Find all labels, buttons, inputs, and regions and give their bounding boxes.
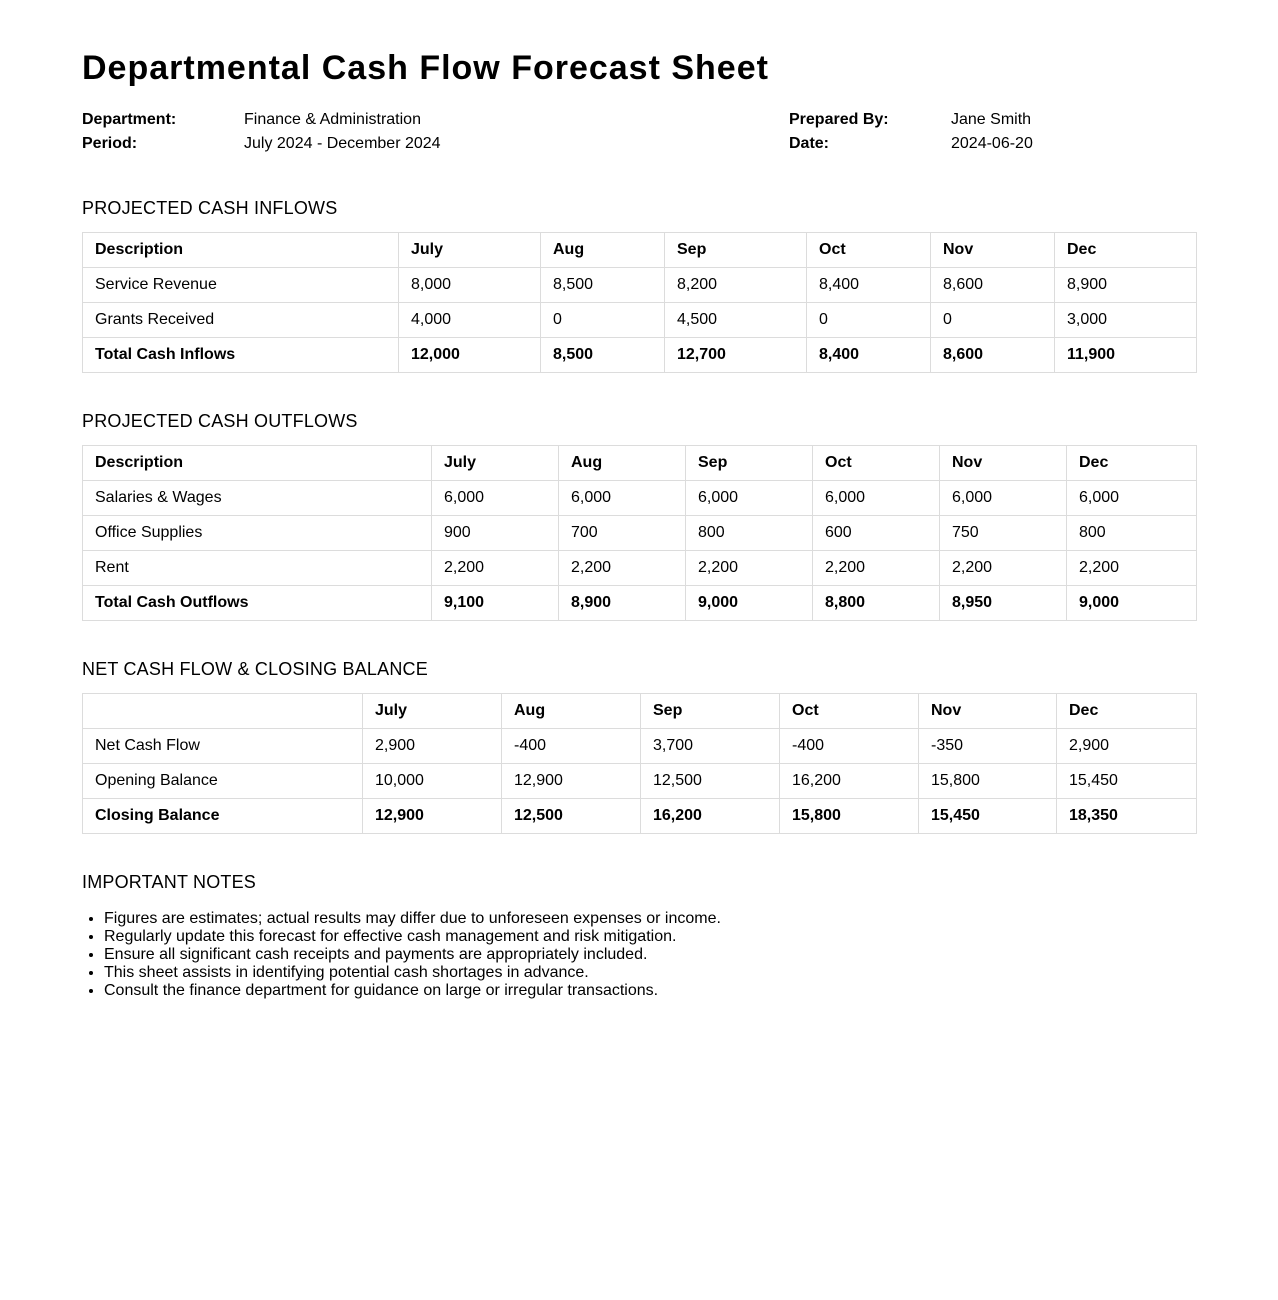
- list-item: • Ensure all significant cash receipts and payments are appropriately included.: [104, 946, 1196, 964]
- table-cell: 6,000: [1067, 481, 1197, 516]
- net-cash-flow-table: [82, 693, 1197, 834]
- table-header-row: [83, 233, 1197, 268]
- outflows-table: [82, 445, 1197, 621]
- table-cell: 9,000: [686, 586, 813, 621]
- prepared-by-label: Prepared By:: [789, 111, 889, 128]
- table-row: [83, 729, 1197, 764]
- table-cell: Opening Balance: [83, 764, 363, 799]
- table-cell: 11,900: [1055, 338, 1197, 373]
- table-cell: -400: [502, 729, 641, 764]
- table-cell: 600: [813, 516, 940, 551]
- net-section-title: NET CASH FLOW & CLOSING BALANCE: [82, 659, 428, 679]
- table-cell: 10,000: [363, 764, 502, 799]
- table-header-row: [83, 694, 1197, 729]
- column-header: Sep: [686, 446, 813, 481]
- table-cell: Rent: [83, 551, 432, 586]
- table-cell: 750: [940, 516, 1067, 551]
- meta-row-top: [82, 108, 1196, 132]
- table-header-row: [83, 446, 1197, 481]
- table-cell: 800: [686, 516, 813, 551]
- table-cell: 2,900: [363, 729, 502, 764]
- table-cell: 6,000: [686, 481, 813, 516]
- table-cell: 0: [931, 303, 1055, 338]
- table-cell: 8,400: [807, 338, 931, 373]
- column-header: Nov: [931, 233, 1055, 268]
- table-cell: 2,200: [559, 551, 686, 586]
- period-label: Period:: [82, 135, 138, 152]
- meta-row-bottom: [82, 132, 1196, 156]
- prepared-by-value: Jane Smith: [951, 111, 1032, 128]
- column-header: Nov: [940, 446, 1067, 481]
- table-row: [83, 516, 1197, 551]
- total-row: [83, 338, 1197, 373]
- table-cell: 8,800: [813, 586, 940, 621]
- notes-list: [82, 910, 1196, 1000]
- column-header: July: [432, 446, 559, 481]
- list-item: • Figures are estimates; actual results may differ due to unforeseen expenses or income.: [104, 910, 1196, 928]
- period-value: July 2024 - December 2024: [244, 135, 441, 152]
- table-cell: Net Cash Flow: [83, 729, 363, 764]
- department-value: Finance & Administration: [244, 111, 421, 128]
- table-cell: 12,500: [502, 799, 641, 834]
- table-cell: Total Cash Inflows: [83, 338, 399, 373]
- outflows-section-title: PROJECTED CASH OUTFLOWS: [82, 411, 358, 431]
- table-cell: 2,200: [432, 551, 559, 586]
- table-cell: 4,500: [665, 303, 807, 338]
- table-cell: 2,200: [813, 551, 940, 586]
- column-header: Sep: [665, 233, 807, 268]
- table-cell: 16,200: [780, 764, 919, 799]
- column-header: Description: [83, 233, 399, 268]
- column-header: Aug: [502, 694, 641, 729]
- table-cell: 2,200: [1067, 551, 1197, 586]
- table-cell: 12,000: [399, 338, 541, 373]
- table-cell: 8,500: [541, 268, 665, 303]
- table-cell: 15,800: [780, 799, 919, 834]
- table-cell: 2,200: [940, 551, 1067, 586]
- column-header: July: [363, 694, 502, 729]
- inflows-table: [82, 232, 1197, 373]
- table-cell: 16,200: [641, 799, 780, 834]
- table-cell: 4,000: [399, 303, 541, 338]
- table-cell: 15,800: [919, 764, 1057, 799]
- table-cell: Salaries & Wages: [83, 481, 432, 516]
- table-row: [83, 303, 1197, 338]
- column-header: Oct: [807, 233, 931, 268]
- table-cell: 8,600: [931, 338, 1055, 373]
- column-header: [83, 694, 363, 729]
- table-cell: 8,400: [807, 268, 931, 303]
- table-cell: 8,600: [931, 268, 1055, 303]
- table-cell: 18,350: [1057, 799, 1197, 834]
- table-cell: Office Supplies: [83, 516, 432, 551]
- column-header: Dec: [1057, 694, 1197, 729]
- department-label: Department:: [82, 111, 177, 128]
- table-row: [83, 268, 1197, 303]
- list-item: • Consult the finance department for guidance on large or irregular transactions.: [104, 982, 1196, 1000]
- table-cell: 6,000: [813, 481, 940, 516]
- table-cell: 8,200: [665, 268, 807, 303]
- list-item: • This sheet assists in identifying potential cash shortages in advance.: [104, 964, 1196, 982]
- table-cell: 15,450: [919, 799, 1057, 834]
- column-header: Dec: [1055, 233, 1197, 268]
- table-cell: 8,000: [399, 268, 541, 303]
- table-cell: 12,500: [641, 764, 780, 799]
- table-cell: 12,900: [502, 764, 641, 799]
- column-header: Dec: [1067, 446, 1197, 481]
- page-title: Departmental Cash Flow Forecast Sheet: [82, 49, 769, 87]
- table-cell: -400: [780, 729, 919, 764]
- table-cell: 8,900: [559, 586, 686, 621]
- table-cell: 12,700: [665, 338, 807, 373]
- table-row: [83, 481, 1197, 516]
- table-cell: 900: [432, 516, 559, 551]
- table-cell: 3,700: [641, 729, 780, 764]
- table-cell: Total Cash Outflows: [83, 586, 432, 621]
- column-header: Aug: [559, 446, 686, 481]
- list-item: • Regularly update this forecast for effective cash management and risk mitigation.: [104, 928, 1196, 946]
- table-cell: 3,000: [1055, 303, 1197, 338]
- table-cell: 2,900: [1057, 729, 1197, 764]
- total-row: [83, 799, 1197, 834]
- table-cell: 8,500: [541, 338, 665, 373]
- column-header: July: [399, 233, 541, 268]
- date-label: Date:: [789, 135, 830, 152]
- table-cell: Service Revenue: [83, 268, 399, 303]
- column-header: Aug: [541, 233, 665, 268]
- table-cell: 800: [1067, 516, 1197, 551]
- column-header: Nov: [919, 694, 1057, 729]
- meta-info: [82, 108, 1196, 156]
- table-cell: 8,900: [1055, 268, 1197, 303]
- table-cell: 0: [807, 303, 931, 338]
- table-cell: 6,000: [559, 481, 686, 516]
- table-cell: 6,000: [940, 481, 1067, 516]
- table-cell: 9,000: [1067, 586, 1197, 621]
- table-cell: -350: [919, 729, 1057, 764]
- table-cell: 12,900: [363, 799, 502, 834]
- inflows-section-title: PROJECTED CASH INFLOWS: [82, 198, 338, 218]
- table-cell: Grants Received: [83, 303, 399, 338]
- table-cell: 0: [541, 303, 665, 338]
- column-header: Oct: [780, 694, 919, 729]
- notes-section-title: IMPORTANT NOTES: [82, 872, 257, 892]
- column-header: Sep: [641, 694, 780, 729]
- table-cell: 700: [559, 516, 686, 551]
- date-value: 2024-06-20: [951, 135, 1033, 152]
- table-cell: 6,000: [432, 481, 559, 516]
- table-cell: 15,450: [1057, 764, 1197, 799]
- column-header: Description: [83, 446, 432, 481]
- table-cell: Closing Balance: [83, 799, 363, 834]
- table-row: [83, 764, 1197, 799]
- total-row: [83, 586, 1197, 621]
- table-cell: 8,950: [940, 586, 1067, 621]
- table-cell: 2,200: [686, 551, 813, 586]
- table-row: [83, 551, 1197, 586]
- column-header: Oct: [813, 446, 940, 481]
- table-cell: 9,100: [432, 586, 559, 621]
